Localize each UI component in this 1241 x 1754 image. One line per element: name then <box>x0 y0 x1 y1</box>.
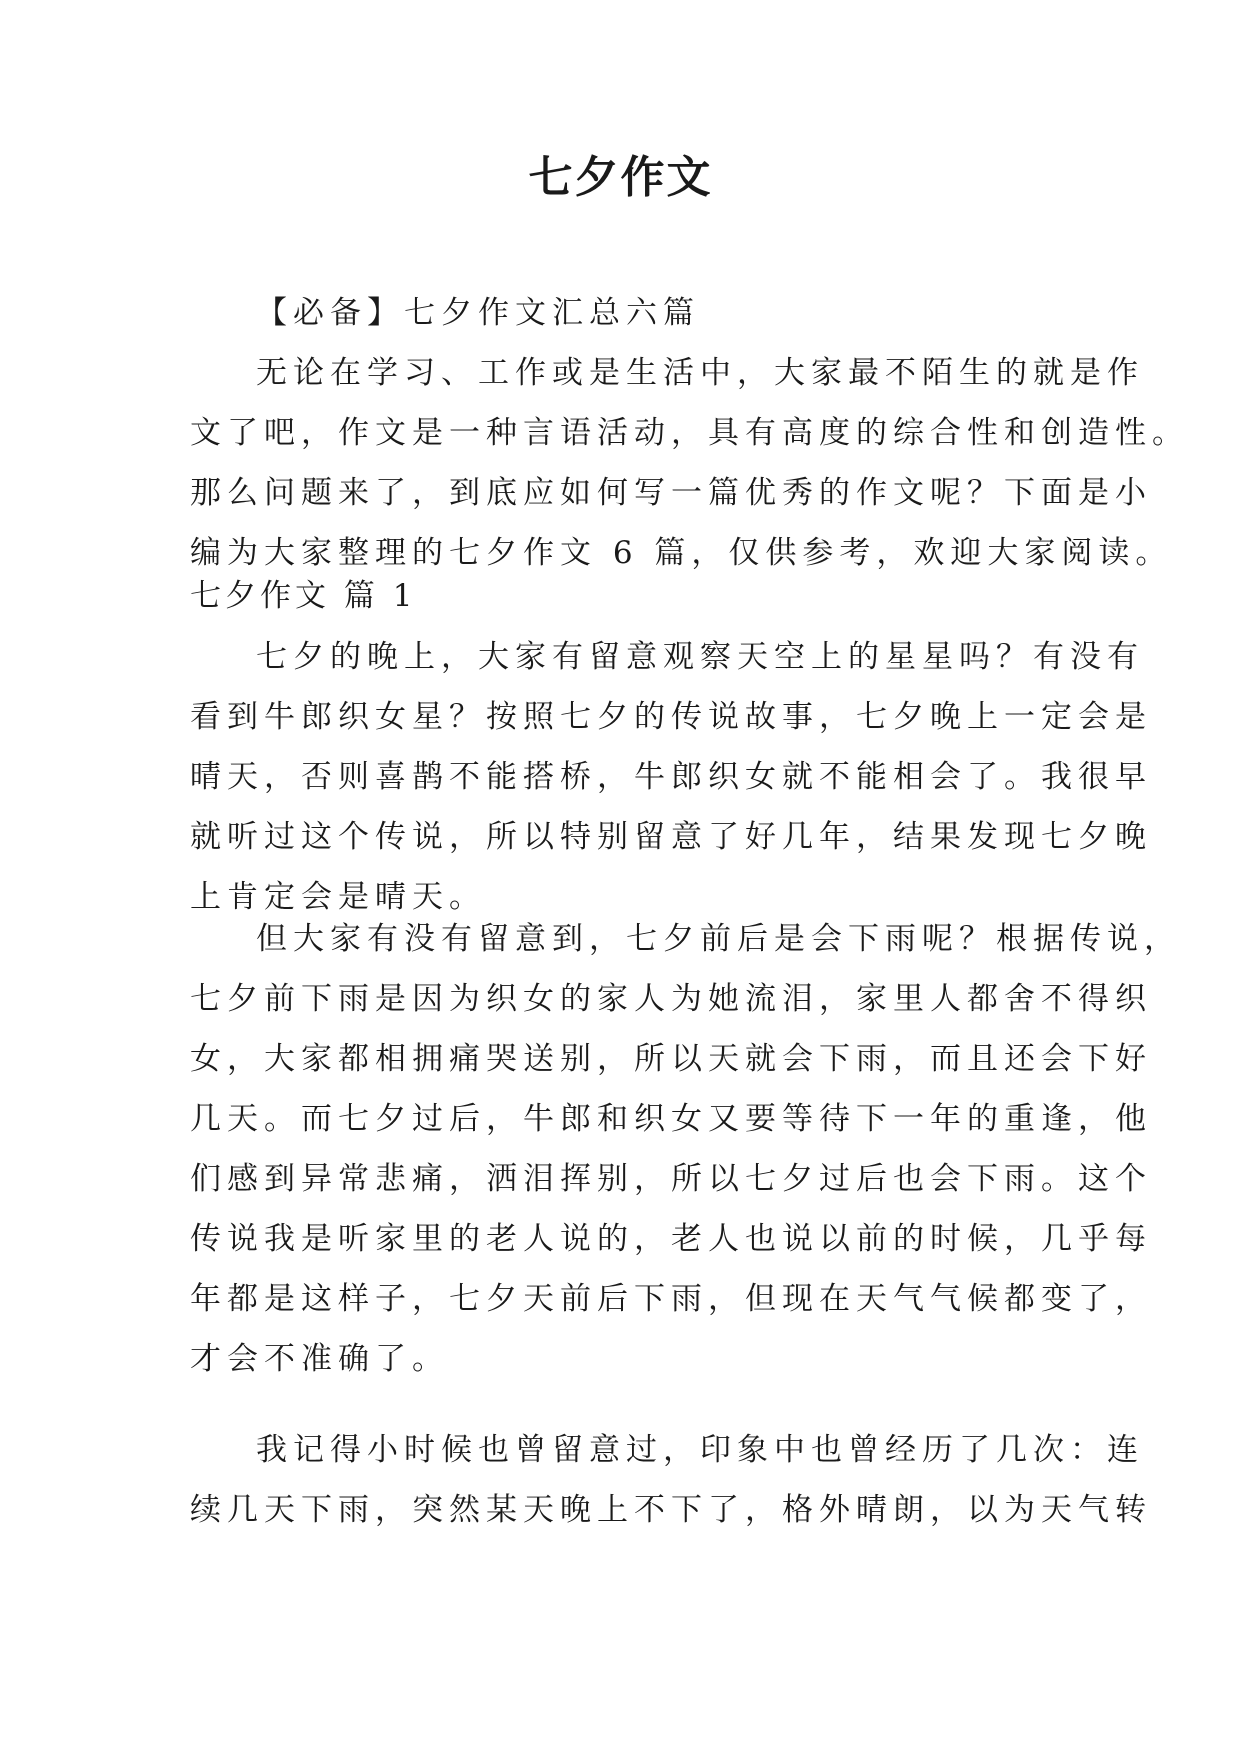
paragraph-line: 但大家有没有留意到，七夕前后是会下雨呢？根据传说， <box>256 921 1181 957</box>
paragraph-line: 看到牛郎织女星？按照七夕的传说故事，七夕晚上一定会是 <box>190 699 1152 735</box>
intro-line: 文了吧，作文是一种言语活动，具有高度的综合性和创造性。 <box>190 415 1189 451</box>
intro-block <box>190 283 1189 583</box>
intro-line: 编为大家整理的七夕作文 6 篇，仅供参考，欢迎大家阅读。 <box>190 535 1173 571</box>
paragraph-line: 七夕前下雨是因为织女的家人为她流泪，家里人都舍不得织 <box>190 981 1152 1017</box>
paragraph-line: 我记得小时候也曾留意过，印象中也曾经历了几次：连 <box>256 1432 1144 1468</box>
paragraph-line: 就听过这个传说，所以特别留意了好几年，结果发现七夕晚 <box>190 819 1152 855</box>
section-heading: 七夕作文 篇 1 <box>190 578 417 614</box>
paragraph-line: 年都是这样子，七夕天前后下雨，但现在天气气候都变了， <box>190 1281 1152 1317</box>
paragraph-line: 上肯定会是晴天。 <box>190 879 486 915</box>
paragraph-line: 晴天，否则喜鹊不能搭桥，牛郎织女就不能相会了。我很早 <box>190 759 1152 795</box>
paragraph-line: 女，大家都相拥痛哭送别，所以天就会下雨，而且还会下好 <box>190 1041 1152 1077</box>
paragraph-line: 传说我是听家里的老人说的，老人也说以前的时候，几乎每 <box>190 1221 1152 1257</box>
paragraph-line: 几天。而七夕过后，牛郎和织女又要等待下一年的重逢，他 <box>190 1101 1152 1137</box>
intro-line: 那么问题来了，到底应如何写一篇优秀的作文呢？下面是小 <box>190 475 1152 511</box>
document-title: 七夕作文 <box>528 152 713 203</box>
paragraph-line: 们感到异常悲痛，洒泪挥别，所以七夕过后也会下雨。这个 <box>190 1161 1152 1197</box>
paragraph-3 <box>190 1420 1152 1540</box>
paragraph-line: 七夕的晚上，大家有留意观察天空上的星星吗？有没有 <box>256 639 1144 675</box>
paragraph-line: 续几天下雨，突然某天晚上不下了，格外晴朗，以为天气转 <box>190 1492 1152 1528</box>
paragraph-line: 才会不准确了。 <box>190 1341 449 1377</box>
document-subtitle: 【必备】七夕作文汇总六篇 <box>256 295 700 331</box>
intro-line: 无论在学习、工作或是生活中，大家最不陌生的就是作 <box>256 355 1144 391</box>
paragraph-2 <box>190 909 1181 1389</box>
section-heading-block <box>190 566 1064 626</box>
paragraph-1 <box>190 627 1152 927</box>
